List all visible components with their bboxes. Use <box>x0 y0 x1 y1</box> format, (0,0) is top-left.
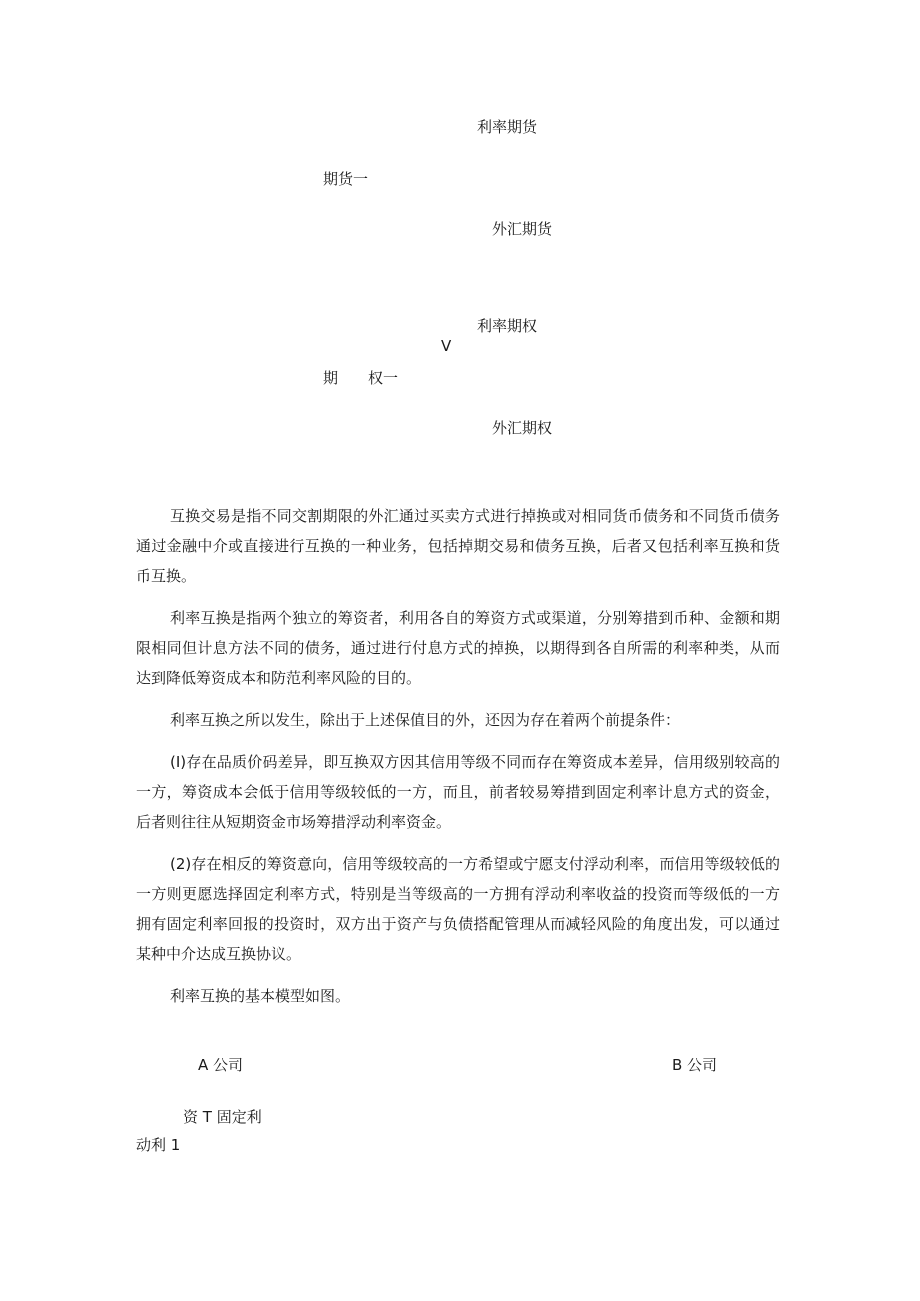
company-b: B 公司 <box>672 1056 718 1074</box>
fx-futures: 外汇期货 <box>492 220 553 238</box>
model-label-fixed-rate: 资 T 固定利 <box>183 1108 262 1126</box>
paragraph-condition-1: (I)存在品质价码差异，即互换双方因其信用等级不同而存在筹资成本差异，信用级别较高的一方，筹资成本会低于信用等级较低的一方，而且，前者较易筹措到固定利率计息方式的资金，后者则往往从短期资金市场筹措浮动利率资金。 <box>136 753 780 831</box>
interest-rate-options: 利率期权 <box>477 317 538 335</box>
futures-root: 期货一 <box>323 170 369 188</box>
model-label-floating-rate: 动利 1 <box>136 1136 181 1154</box>
options-root: 期 权一 <box>323 369 399 387</box>
fx-options: 外汇期权 <box>492 419 553 437</box>
paragraph-preconditions: 利率互换之所以发生，除出于上述保值目的外，还因为存在着两个前提条件： <box>170 711 681 729</box>
paragraph-swap-definition: 互换交易是指不同交割期限的外汇通过买卖方式进行掉换或对相同货币债务和不同货币债务通过金融中介或直接进行互换的一种业务，包括掉期交易和债务互换，后者又包括利率互换和货币互换。 <box>136 507 780 585</box>
company-a: A 公司 <box>198 1056 244 1074</box>
v-mark: V <box>441 337 452 355</box>
interest-rate-futures: 利率期货 <box>477 118 538 136</box>
paragraph-model-intro: 利率互换的基本模型如图。 <box>170 987 351 1005</box>
paragraph-condition-2: (2)存在相反的筹资意向，信用等级较高的一方希望或宁愿支付浮动利率，而信用等级较低的一方则更愿选择固定利率方式，特别是当等级高的一方拥有浮动利率收益的投资而等级低的一方拥有固定利率回报的投资时，双方出于资产与负债搭配管理从而减轻风险的角度出发，可以通过某种中介达成互换协议。 <box>136 855 780 963</box>
paragraph-interest-swap: 利率互换是指两个独立的筹资者，利用各自的筹资方式或渠道，分别筹措到币种、金额和期限相同但计息方法不同的债务，通过进行付息方式的掉换，以期得到各自所需的利率种类，从而达到降低筹资成本和防范利率风险的目的。 <box>136 609 780 687</box>
